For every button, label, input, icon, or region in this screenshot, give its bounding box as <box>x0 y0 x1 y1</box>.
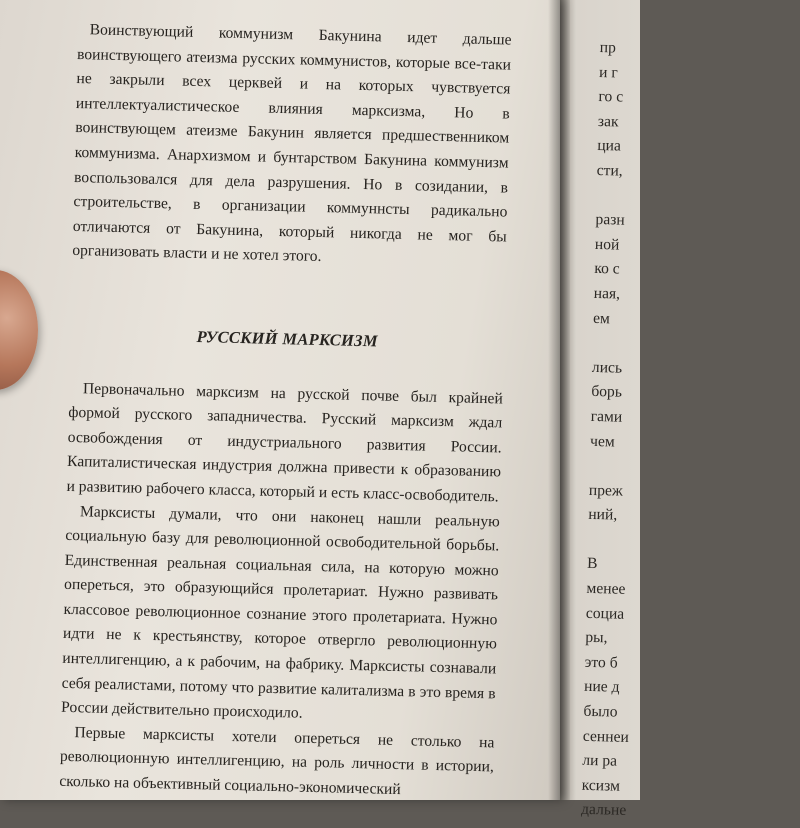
right-page-line: ной <box>594 235 620 254</box>
right-page-line: дальне <box>580 801 627 820</box>
right-page-line: ние д <box>583 678 620 697</box>
book-gutter-shadow <box>548 0 570 800</box>
section-heading: РУССКИЙ МАРКСИЗМ <box>196 326 379 351</box>
right-page-line: ли ра <box>582 752 618 770</box>
right-page-line: ко с <box>594 260 620 278</box>
right-page-line: чем <box>589 432 615 450</box>
right-page-line: В <box>586 555 598 573</box>
right-facing-page <box>560 0 640 820</box>
right-page-line: это б <box>584 653 618 672</box>
intro-paragraph: Воинствующий коммунизм Бакунина идет дальше воинствующего атеизма русских коммунистов, которые все-таки не закрыли всех церквей и на которых чувствуется интеллектуалистическое влияния марксизма, Но в воинствующем атеизме Бакунин является предшественником коммунизма. Анархизмом и бунтарством Бакунина коммунизм воспользовался для дела разрушения. Но в созидании, в строительстве, в организации коммуннсты радикально отличаются от Бакунина, который никогда не мог бы организовать власти и не хотел этого. <box>72 21 512 266</box>
right-page-line: ний, <box>588 506 618 524</box>
right-page-line: борь <box>591 383 623 401</box>
right-page-line: ры, <box>585 629 608 647</box>
right-page-line: сти, <box>596 161 623 180</box>
right-page-line: зак <box>597 112 619 131</box>
page-content <box>59 18 512 805</box>
right-page-line: циа <box>597 137 622 155</box>
right-page-text <box>581 36 800 828</box>
paragraph-3: Первые марксисты хотели опереться не столько на революционную интеллигенцию, на роль личности в истории, сколько на объективный социально-экономический <box>59 723 495 799</box>
right-page-line: сеннеи <box>582 727 630 746</box>
right-page-line: ксизм <box>581 776 621 795</box>
paragraph-2: Марксисты думали, что они наконец нашли реальную социальную базу для революционной освободительной борьбы. Единственная реальная социальная сила, на которую можно опереться, это образующийся пролетариат. Нужно развивать классовое революционное сознание этого пролетариата. Нужно идти не к крестьянству, которое отвергло революционную интеллигенцию, а к рабочим, на фабрику. Марксисты сознавали себя реалистами, потому что развитие калитализма в это время в России действительно происходило. <box>60 502 501 722</box>
right-page-line: лись <box>591 358 623 377</box>
right-page-line: гами <box>590 407 623 426</box>
right-page-line: ем <box>592 309 611 327</box>
right-page-line: и г <box>598 63 618 82</box>
paragraph-1: Первоначально марксизм на русской почве был крайней формой русского западничества. Русский марксизм ждал освобождения от индустриального развития России. Капиталистическая индустрия должна привести к образованию и развитию рабочего класса, который и есть класс-освободитель. <box>66 379 504 506</box>
right-page-line: ная, <box>593 284 621 303</box>
right-page-line: го с <box>598 88 624 106</box>
right-page-line: преж <box>588 481 623 500</box>
right-page-line: было <box>583 702 618 721</box>
right-page-line: менее <box>586 579 626 598</box>
right-page-line: социа <box>585 604 625 623</box>
right-page-line: разн <box>595 211 625 229</box>
right-page-line: пр <box>599 38 617 57</box>
